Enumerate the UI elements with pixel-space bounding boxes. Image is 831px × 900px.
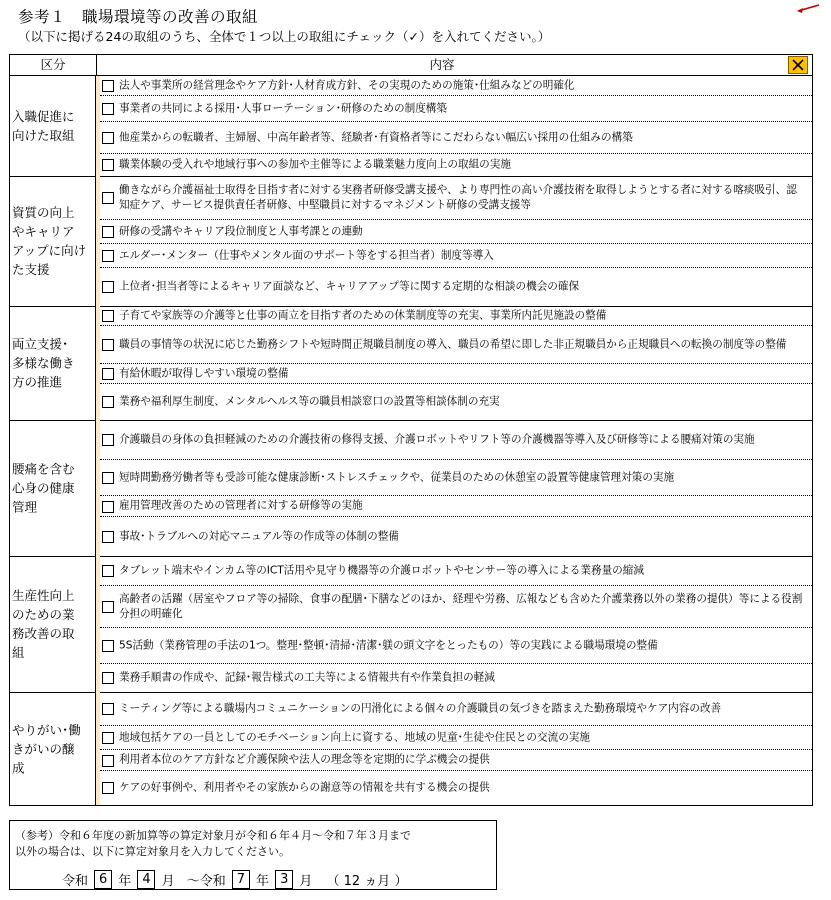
column-header-naiyo: 内容 [429, 57, 455, 72]
item-text: 事故･トラブルへの対応マニュアル等の作成等の体制の整備 [119, 530, 399, 542]
checklist-item [100, 364, 812, 384]
month-label-start: 月 [161, 874, 175, 889]
category-label-text: 資質の向上 やキャリア アップに向け た支援 [12, 205, 87, 277]
checklist-item [100, 326, 812, 364]
end-year-input[interactable]: 7 [232, 870, 250, 889]
item-checkbox[interactable] [102, 80, 114, 92]
checklist-item [100, 384, 812, 420]
checklist-item [100, 244, 812, 268]
category-section [10, 556, 812, 693]
item-text: ミーティング等による職場内コミュニケーションの円滑化による個々の介護職員の気づきを踏まえた勤務環境やケア内容の改善 [119, 702, 722, 714]
checklist-item [100, 556, 812, 586]
item-text: 地域包括ケアの一員としてのモチベーション向上に資する、地域の児童･生徒や住民との交流の実施 [119, 731, 590, 743]
clear-filter-button[interactable] [788, 56, 808, 74]
month-label-end: 月 [299, 874, 313, 889]
item-checkbox[interactable] [102, 159, 114, 171]
item-checkbox[interactable] [102, 226, 114, 238]
page-title: 参考１ 職場環境等の改善の取組 [18, 8, 259, 26]
checklist-item [100, 268, 812, 306]
column-header-kubun: 区分 [10, 55, 97, 75]
checklist-item [100, 96, 812, 122]
item-checkbox[interactable] [102, 640, 114, 652]
category-label-text: 両立支援･ 多様な働き 方の推進 [12, 336, 75, 390]
item-checkbox[interactable] [102, 703, 114, 715]
item-text: エルダー･メンター（仕事やメンタル面のサポート等をする担当者）制度等導入 [119, 249, 494, 261]
item-text: タブレット端末やインカム等のICT活用や見守り機器等の介護ロボットやセンサー等の導入による業務量の縮減 [119, 564, 644, 576]
checklist-item [100, 692, 812, 726]
item-text: 雇用管理改善のための管理者に対する研修等の実施 [119, 499, 363, 512]
year-label-end: 年 [256, 874, 270, 889]
checklist-item [100, 76, 812, 96]
note-line-1: （参考）令和６年度の新加算等の算定対象月が令和６年４月～令和７年３月まで [15, 829, 411, 842]
item-text: 事業者の共同による採用･人事ローテーション･研修のための制度構築 [119, 102, 447, 114]
category-label [10, 306, 96, 420]
item-text: 働きながら介護福祉士取得を目指す者に対する実務者研修受講支援や、より専門性の高い介護技術を取得しようとする者に対する喀痰吸引、認知症ケア、サービス提供責任者研修、中堅職員に対するマネジメント研修の受講支援等 [119, 183, 797, 211]
checklist-item [100, 496, 812, 517]
category-label-text: 入職促進に 向けた取組 [12, 109, 75, 143]
item-text: ケアの好事例や、利用者やその家族からの謝意等の情報を共有する機会の提供 [119, 781, 490, 794]
checklist-item [100, 664, 812, 692]
checklist-item [100, 628, 812, 664]
category-label [10, 176, 96, 306]
item-checkbox[interactable] [102, 368, 114, 380]
category-label [10, 692, 96, 805]
item-checkbox[interactable] [102, 103, 114, 115]
item-text: 高齢者の活躍（居室やフロア等の掃除、食事の配膳･下膳などのほか、経理や労務、広報なども含めた介護業務以外の業務の提供）等による役割分担の明確化 [119, 592, 803, 620]
category-section [10, 176, 812, 307]
instruction-text: （以下に掲げる24の取組のうち、全体で１つ以上の取組にチェック（✓）を入れてください。） [18, 29, 551, 44]
category-section [10, 306, 812, 421]
checklist-item [100, 726, 812, 750]
item-checkbox[interactable] [102, 472, 114, 484]
category-section [10, 692, 812, 805]
item-checkbox[interactable] [102, 250, 114, 262]
item-checkbox[interactable] [102, 672, 114, 684]
item-text: 5S活動（業務管理の手法の1つ。整理･整頓･清掃･清潔･躾の頭文字をとったもの）等の実践による職場環境の整備 [119, 639, 658, 651]
note-line-2: 以外の場合は、以下に算定対象月を入力してください。 [15, 845, 290, 858]
checklist-item [100, 750, 812, 771]
item-checkbox[interactable] [102, 192, 114, 204]
checklist-item [100, 771, 812, 805]
category-label [10, 556, 96, 692]
item-checkbox[interactable] [102, 565, 114, 577]
era-label-end: ～令和 [186, 874, 226, 889]
item-text: 短時間勤務労働者等も受診可能な健康診断･ストレスチェックや、従業員のための休憩室の設置等健康管理対策の実施 [119, 471, 675, 483]
checklist-item [100, 176, 812, 220]
item-text: 職員の事情等の状況に応じた勤務シフトや短時間正規職員制度の導入、職員の希望に即した非正規職員から正規職員への転換の制度等の整備 [119, 338, 787, 350]
era-label-start: 令和 [62, 874, 89, 889]
item-checkbox[interactable] [102, 339, 114, 351]
end-month-input[interactable]: 3 [275, 870, 293, 889]
close-icon [789, 57, 807, 73]
item-checkbox[interactable] [102, 755, 114, 767]
checklist-item [100, 306, 812, 326]
item-text: 介護職員の身体の負担軽減のための介護技術の修得支援、介護ロボットやリフト等の介護機器等導入及び研修等による腰痛対策の実施 [119, 433, 755, 445]
item-text: 他産業からの転職者、主婦層、中高年齢者等、経験者･有資格者等にこだわらない幅広い採用の仕組みの構築 [119, 131, 633, 143]
period-input-row [62, 870, 407, 890]
item-checkbox[interactable] [102, 310, 114, 322]
item-checkbox[interactable] [102, 501, 114, 513]
start-month-input[interactable]: 4 [137, 870, 155, 889]
checklist-item [100, 460, 812, 496]
item-text: 上位者･担当者等によるキャリア面談など、キャリアアップ等に関する定期的な相談の機会の確保 [119, 280, 580, 293]
month-count: （ 12 ヵ月 ） [326, 874, 408, 889]
table-header [10, 55, 812, 76]
item-text: 利用者本位のケア方針など介護保険や法人の理念等を定期的に学ぶ機会の提供 [119, 753, 490, 766]
category-label [10, 76, 96, 176]
year-label-start: 年 [118, 874, 132, 889]
item-checkbox[interactable] [102, 732, 114, 744]
checklist-item [100, 517, 812, 556]
item-checkbox[interactable] [102, 531, 114, 543]
checklist-item [100, 122, 812, 154]
item-checkbox[interactable] [102, 782, 114, 794]
item-checkbox[interactable] [102, 434, 114, 446]
item-text: 研修の受講やキャリア段位制度と人事考課との連動 [119, 225, 363, 237]
cell-comment-marker-icon [796, 0, 822, 16]
improvement-table [9, 54, 813, 806]
item-checkbox[interactable] [102, 601, 114, 613]
item-checkbox[interactable] [102, 396, 114, 408]
category-section [10, 420, 812, 557]
item-text: 子育てや家族等の介護等と仕事の両立を目指す者のための休業制度等の充実、事業所内託児施設の整備 [119, 309, 607, 321]
category-label-text: やりがい･働 きがいの醸 成 [12, 722, 81, 775]
calculation-period-note [9, 820, 497, 890]
category-label-text: 腰痛を含む 心身の健康 管理 [12, 461, 75, 515]
item-text: 有給休暇が取得しやすい環境の整備 [119, 367, 289, 379]
item-text: 業務手順書の作成や、記録･報告様式の工夫等による情報共有や作業負担の軽減 [119, 671, 495, 684]
item-checkbox[interactable] [102, 132, 114, 144]
checklist-item [100, 220, 812, 244]
category-label [10, 420, 96, 556]
item-text: 法人や事業所の経営理念やケア方針･人材育成方針、その実現のための施策･仕組みなどの明確化 [119, 79, 575, 91]
category-section [10, 76, 812, 177]
item-text: 業務や福利厚生制度、メンタルヘルス等の職員相談窓口の設置等相談体制の充実 [119, 395, 500, 408]
item-checkbox[interactable] [102, 281, 114, 293]
start-year-input[interactable]: 6 [94, 870, 112, 889]
category-label-text: 生産性向上 のための業 務改善の取 組 [12, 588, 75, 660]
checklist-item [100, 586, 812, 628]
checklist-item [100, 420, 812, 460]
checklist-item [100, 154, 812, 176]
item-text: 職業体験の受入れや地域行事への参加や主催等による職業魅力度向上の取組の実施 [119, 158, 511, 171]
